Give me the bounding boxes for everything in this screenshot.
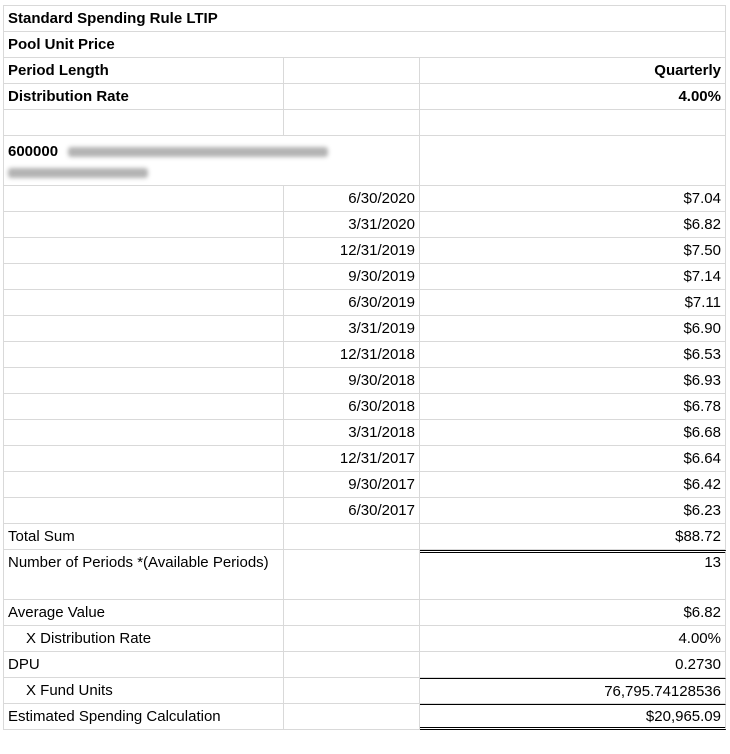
- price-row: [4, 238, 726, 264]
- num-periods-value[interactable]: 13: [420, 550, 726, 600]
- x-distribution-row: [4, 626, 726, 652]
- price-row: [4, 446, 726, 472]
- empty-cell[interactable]: [284, 550, 420, 600]
- total-sum-value[interactable]: $88.72: [420, 524, 726, 550]
- redacted-fund-name: [68, 147, 328, 157]
- average-label[interactable]: Average Value: [4, 600, 284, 626]
- price-date[interactable]: 3/31/2020: [284, 212, 420, 238]
- price-date[interactable]: 6/30/2018: [284, 394, 420, 420]
- price-row: [4, 290, 726, 316]
- distribution-rate-row: [4, 84, 726, 110]
- price-value[interactable]: $7.04: [420, 186, 726, 212]
- empty-cell[interactable]: [284, 600, 420, 626]
- price-row: [4, 498, 726, 524]
- empty-cell[interactable]: [4, 110, 284, 136]
- price-row: [4, 368, 726, 394]
- total-sum-label[interactable]: Total Sum: [4, 524, 284, 550]
- num-periods-label[interactable]: Number of Periods *(Available Periods): [4, 550, 284, 600]
- price-date[interactable]: 6/30/2017: [284, 498, 420, 524]
- price-row: [4, 212, 726, 238]
- price-date[interactable]: 6/30/2019: [284, 290, 420, 316]
- empty-cell[interactable]: [4, 342, 284, 368]
- price-value[interactable]: $7.50: [420, 238, 726, 264]
- empty-cell[interactable]: [284, 58, 420, 84]
- price-value[interactable]: $6.93: [420, 368, 726, 394]
- price-date[interactable]: 6/30/2020: [284, 186, 420, 212]
- period-length-value[interactable]: Quarterly: [420, 58, 726, 84]
- empty-cell[interactable]: [4, 446, 284, 472]
- price-value[interactable]: $6.53: [420, 342, 726, 368]
- subtitle-row: [4, 32, 726, 58]
- price-row: [4, 186, 726, 212]
- empty-cell[interactable]: [4, 420, 284, 446]
- fund-name-cell[interactable]: [4, 136, 420, 186]
- price-row: [4, 342, 726, 368]
- price-value[interactable]: $6.64: [420, 446, 726, 472]
- empty-cell[interactable]: [4, 498, 284, 524]
- dpu-label[interactable]: DPU: [4, 652, 284, 678]
- empty-cell[interactable]: [4, 368, 284, 394]
- price-value[interactable]: $6.78: [420, 394, 726, 420]
- empty-cell[interactable]: [284, 524, 420, 550]
- title-row: [4, 6, 726, 32]
- estimate-row: [4, 704, 726, 730]
- empty-cell[interactable]: [284, 110, 420, 136]
- empty-cell[interactable]: [284, 626, 420, 652]
- average-value[interactable]: $6.82: [420, 600, 726, 626]
- redacted-fund-name: [8, 168, 148, 178]
- price-date[interactable]: 9/30/2019: [284, 264, 420, 290]
- empty-cell[interactable]: [4, 472, 284, 498]
- price-table: [4, 186, 726, 524]
- price-value[interactable]: $7.14: [420, 264, 726, 290]
- empty-cell[interactable]: [420, 110, 726, 136]
- sheet-title[interactable]: Standard Spending Rule LTIP: [4, 6, 726, 32]
- empty-cell[interactable]: [4, 186, 284, 212]
- price-row: [4, 420, 726, 446]
- price-row: [4, 472, 726, 498]
- x-fund-units-label[interactable]: X Fund Units: [4, 678, 284, 704]
- period-length-row: [4, 58, 726, 84]
- x-fund-units-value[interactable]: 76,795.74128536: [420, 678, 726, 704]
- period-length-label[interactable]: Period Length: [4, 58, 284, 84]
- price-row: [4, 394, 726, 420]
- price-value[interactable]: $6.82: [420, 212, 726, 238]
- price-date[interactable]: 9/30/2017: [284, 472, 420, 498]
- total-sum-row: [4, 524, 726, 550]
- empty-cell[interactable]: [4, 212, 284, 238]
- price-row: [4, 264, 726, 290]
- price-value[interactable]: $6.42: [420, 472, 726, 498]
- price-date[interactable]: 12/31/2019: [284, 238, 420, 264]
- sheet-subtitle[interactable]: Pool Unit Price: [4, 32, 726, 58]
- fund-id: 600000: [8, 142, 59, 160]
- empty-cell[interactable]: [4, 264, 284, 290]
- empty-cell[interactable]: [4, 316, 284, 342]
- price-value[interactable]: $6.23: [420, 498, 726, 524]
- price-value[interactable]: $6.90: [420, 316, 726, 342]
- estimate-value[interactable]: $20,965.09: [420, 704, 726, 730]
- blank-row: [4, 110, 726, 136]
- fund-row: [4, 136, 726, 186]
- empty-cell[interactable]: [4, 290, 284, 316]
- dpu-row: [4, 652, 726, 678]
- empty-cell[interactable]: [4, 394, 284, 420]
- price-date[interactable]: 3/31/2019: [284, 316, 420, 342]
- price-date[interactable]: 12/31/2018: [284, 342, 420, 368]
- empty-cell[interactable]: [284, 84, 420, 110]
- empty-cell[interactable]: [284, 704, 420, 730]
- price-date[interactable]: 9/30/2018: [284, 368, 420, 394]
- empty-cell[interactable]: [420, 136, 726, 186]
- distribution-rate-label[interactable]: Distribution Rate: [4, 84, 284, 110]
- price-date[interactable]: 12/31/2017: [284, 446, 420, 472]
- num-periods-row: [4, 550, 726, 600]
- empty-cell[interactable]: [4, 238, 284, 264]
- x-distribution-label[interactable]: X Distribution Rate: [4, 626, 284, 652]
- price-value[interactable]: $7.11: [420, 290, 726, 316]
- x-distribution-value[interactable]: 4.00%: [420, 626, 726, 652]
- x-fund-units-row: [4, 678, 726, 704]
- spreadsheet: [3, 5, 726, 730]
- estimate-label[interactable]: Estimated Spending Calculation: [4, 704, 284, 730]
- dpu-value[interactable]: 0.2730: [420, 652, 726, 678]
- price-row: [4, 316, 726, 342]
- average-row: [4, 600, 726, 626]
- price-value[interactable]: $6.68: [420, 420, 726, 446]
- distribution-rate-value[interactable]: 4.00%: [420, 84, 726, 110]
- empty-cell[interactable]: [284, 678, 420, 704]
- price-date[interactable]: 3/31/2018: [284, 420, 420, 446]
- empty-cell[interactable]: [284, 652, 420, 678]
